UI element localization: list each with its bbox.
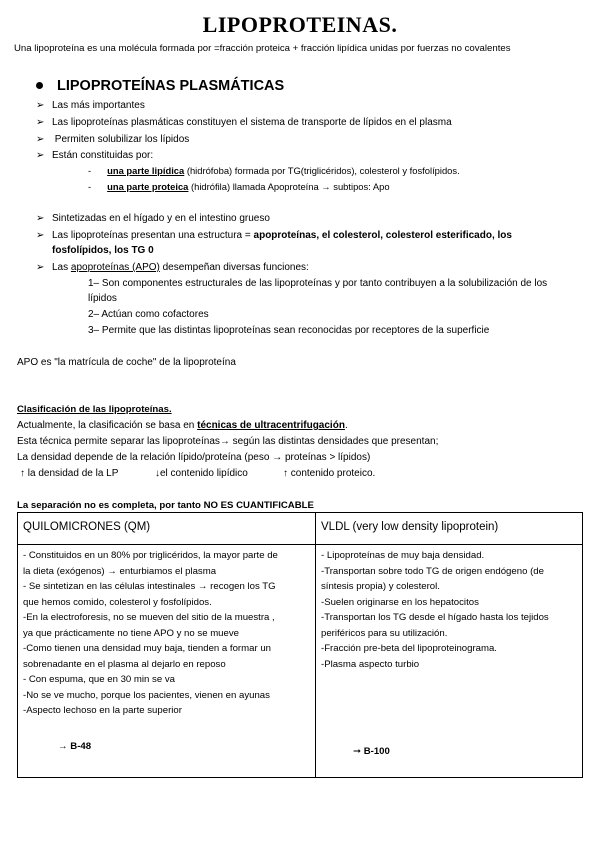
qm-apo-footer: → B-48 xyxy=(58,741,92,752)
vldl-apo-footer: ➞ B-100 xyxy=(353,746,390,757)
separation-note: La separación no es completa, por tanto NO ES CUANTIFICABLE xyxy=(17,500,314,511)
vldl-line: -Suelen originarse en los hepatocitos xyxy=(321,596,479,608)
qm-line: - Constituidos en un 80% por triglicéridos, la mayor parte de xyxy=(23,550,278,561)
qm-line: ya que prácticamente no tiene APO y no se mueve xyxy=(23,627,239,639)
qm-line: - Con espuma, que en 30 min se va xyxy=(23,674,175,685)
qm-line: -No se ve mucho, porque los pacientes, vienen en ayunas xyxy=(23,689,270,701)
bullet-dot-icon xyxy=(36,82,43,89)
vldl-line: -Plasma aspecto turbio xyxy=(321,658,420,670)
arrowhead-bullet-icon: ➢ xyxy=(36,150,45,161)
vldl-line: -Transportan los TG desde el hígado hasta los tejidos xyxy=(321,612,549,623)
vldl-line: - Lipoproteínas de muy baja densidad. xyxy=(321,550,485,561)
header-divider xyxy=(18,544,582,545)
column-header-vldl: VLDL (very low density lipoprotein) xyxy=(321,521,499,533)
classification-line: Actualmente, la clasificación se basa en técnicas de ultracentrifugación. xyxy=(17,420,348,431)
page-title: LIPOPROTEINAS. xyxy=(202,12,398,37)
function-item: 3– Permite que las distintas lipoproteínas sean reconocidas por receptores de la superficie xyxy=(88,325,490,336)
bullet-item: ➢ Las lipoproteínas presentan una estructura = apoproteínas, el colesterol, colesterol esterificado, los xyxy=(36,230,512,241)
qm-line: - Se sintetizan en las células intestinales → recogen los TG xyxy=(23,581,276,592)
qm-cell xyxy=(23,548,278,719)
classification-line: La densidad depende de la relación lípido/proteína (peso → proteínas > lípidos) xyxy=(17,452,371,463)
function-item: 2– Actúan como cofactores xyxy=(88,309,209,320)
constituent-protein: - una parte proteica (hidrófila) llamada Apoproteína → subtipos: Apo xyxy=(88,181,390,192)
lipid-relation: ↓el contenido lipídico xyxy=(155,468,248,479)
qm-line: -En la electroforesis, no se mueven del sitio de la muestra , xyxy=(23,612,275,623)
qm-line: -Como tienen una densidad muy baja, tienden a formar un xyxy=(23,643,271,654)
section-heading-label: LIPOPROTEÍNAS PLASMÁTICAS xyxy=(57,78,285,94)
intro-text: Una lipoproteína es una molécula formada por =fracción proteica + fracción lipídica unidas por fuerzas no covalentes xyxy=(14,43,511,54)
constituent-lipid: - una parte lipídica (hidrófoba) formada por TG(triglicéridos), colesterol y fosfolípidos. xyxy=(88,165,460,176)
section-heading xyxy=(36,78,284,94)
bullet-item: ➢ Permiten solubilizar los lípidos xyxy=(36,134,190,145)
column-header-qm: QUILOMICRONES (QM) xyxy=(23,521,151,533)
arrowhead-bullet-icon: ➢ xyxy=(36,230,45,241)
bullet-item: ➢ Están constituidas por: xyxy=(36,150,154,161)
column-divider xyxy=(315,513,316,777)
arrowhead-bullet-icon: ➢ xyxy=(36,134,45,145)
lipoprotein-table xyxy=(17,512,583,778)
function-item: 1– Son componentes estructurales de las lipoproteínas y por tanto contribuyen a la solubilización de los xyxy=(88,278,548,289)
classification-heading: Clasificación de las lipoproteínas. xyxy=(17,404,172,415)
bullet-item: ➢ Sintetizadas en el hígado y en el intestino grueso xyxy=(36,213,270,224)
qm-line: sobrenadante en el plasma al dejarlo en reposo xyxy=(23,658,226,670)
qm-line: que hemos comido, colesterol y fosfolípidos. xyxy=(23,596,212,608)
function-item: lípidos xyxy=(88,293,117,304)
vldl-line: -Transportan sobre todo TG de origen endógeno (de xyxy=(321,565,544,577)
vldl-cell xyxy=(321,548,549,672)
qm-line: la dieta (exógenos) → enturbiamos el plasma xyxy=(23,565,217,577)
vldl-line: -Fracción pre-beta del lipoproteinograma. xyxy=(321,643,497,654)
bullet-item: ➢ Las apoproteínas (APO) desempeñan diversas funciones: xyxy=(36,262,309,273)
arrowhead-bullet-icon: ➢ xyxy=(36,262,45,273)
bullet-item: ➢ Las lipoproteínas plasmáticas constituyen el sistema de transporte de lípidos en el plasma xyxy=(36,117,452,128)
arrowhead-bullet-icon: ➢ xyxy=(36,117,45,128)
arrowhead-bullet-icon: ➢ xyxy=(36,100,45,111)
bullet-continuation: fosfolípidos, los TG 0 xyxy=(52,245,154,256)
classification-line: Esta técnica permite separar las lipoproteínas→ según las distintas densidades que presentan; xyxy=(17,436,439,447)
qm-line: -Aspecto lechoso en la parte superior xyxy=(23,705,182,716)
vldl-line: síntesis propia) y colesterol. xyxy=(321,581,440,592)
density-relation: ↑ la densidad de la LP xyxy=(20,468,119,479)
bullet-item: ➢ Las más importantes xyxy=(36,100,145,111)
arrowhead-bullet-icon: ➢ xyxy=(36,213,45,224)
protein-relation: ↑ contenido proteico. xyxy=(283,468,376,479)
vldl-line: periféricos para su utilización. xyxy=(321,627,448,639)
apo-note: APO es "la matrícula de coche" de la lipoproteína xyxy=(17,357,236,368)
